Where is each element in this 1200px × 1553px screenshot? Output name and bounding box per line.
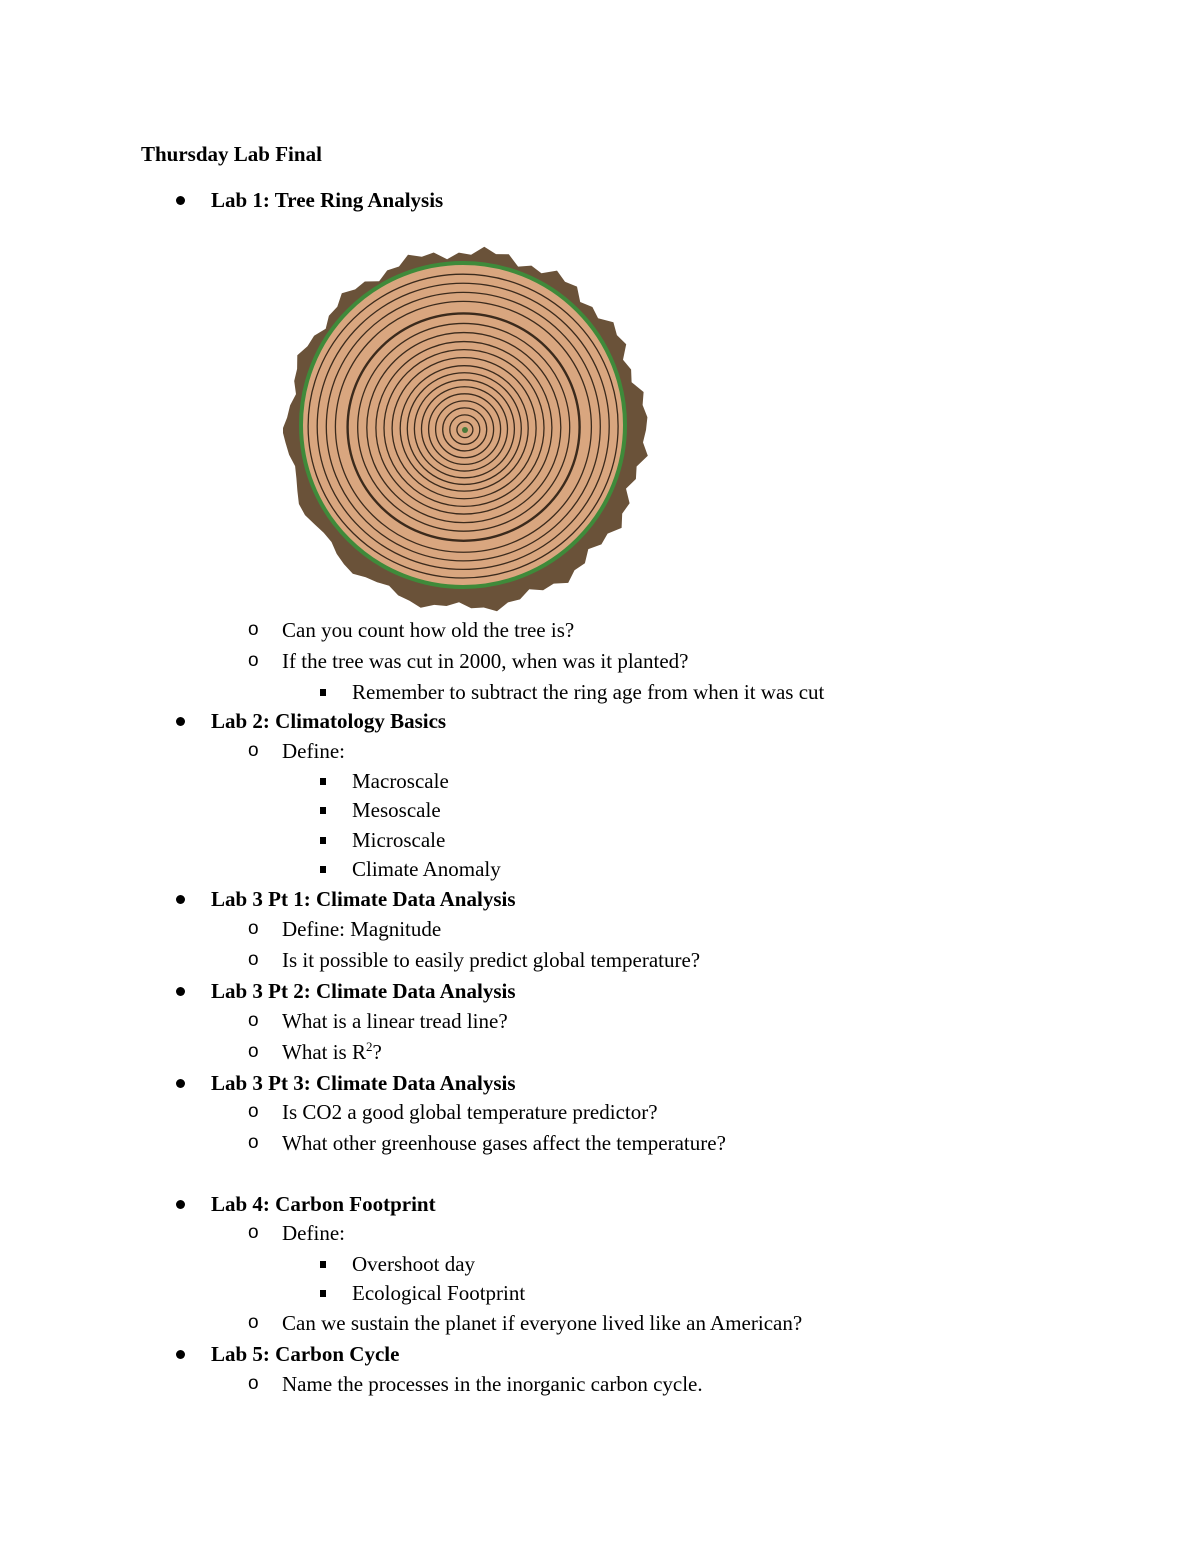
- square-bullet-icon: [320, 807, 326, 814]
- lab-1-heading: Lab 1: Tree Ring Analysis: [211, 188, 444, 212]
- circle-bullet-icon: o: [248, 1101, 259, 1122]
- r-squared-suffix: ?: [372, 1040, 382, 1064]
- circle-bullet-icon: o: [248, 1010, 259, 1031]
- circle-bullet-icon: o: [248, 949, 259, 970]
- lab-5-question: Name the processes in the inorganic carbon cycle.: [282, 1372, 703, 1396]
- square-bullet-icon: [320, 1290, 326, 1297]
- lab-4-define-label: Define:: [282, 1221, 345, 1245]
- cambium-ring: [301, 263, 625, 587]
- page-title: Thursday Lab Final: [141, 142, 322, 166]
- lab-3-pt-3-heading: Lab 3 Pt 3: Climate Data Analysis: [211, 1071, 516, 1095]
- lab-1-note: Remember to subtract the ring age from when it was cut: [352, 680, 825, 704]
- circle-bullet-icon: o: [248, 1312, 259, 1333]
- lab-3-pt-2-heading: Lab 3 Pt 2: Climate Data Analysis: [211, 979, 516, 1003]
- lab-2-term: Microscale: [352, 828, 446, 852]
- bullet-disc-icon: [176, 1350, 185, 1359]
- bullet-disc-icon: [176, 717, 185, 726]
- lab-3-pt-1-question: Is it possible to easily predict global temperature?: [282, 948, 701, 972]
- lab-4-term: Overshoot day: [352, 1252, 476, 1276]
- lab-3-pt-3-question: What other greenhouse gases affect the temperature?: [282, 1131, 726, 1155]
- circle-bullet-icon: o: [248, 619, 259, 640]
- lab-3-pt-3-question: Is CO2 a good global temperature predictor?: [282, 1100, 658, 1124]
- tree-ring-image: [283, 244, 651, 612]
- lab-1-question-1: Can you count how old the tree is?: [282, 618, 575, 642]
- circle-bullet-icon: o: [248, 1373, 259, 1394]
- square-bullet-icon: [320, 689, 326, 696]
- lab-3-pt-2-question: What is a linear tread line?: [282, 1009, 508, 1033]
- lab-5-heading: Lab 5: Carbon Cycle: [211, 1342, 400, 1366]
- circle-bullet-icon: o: [248, 650, 259, 671]
- pith: [462, 427, 468, 433]
- lab-2-define-label: Define:: [282, 739, 345, 763]
- square-bullet-icon: [320, 837, 326, 844]
- square-bullet-icon: [320, 866, 326, 873]
- square-bullet-icon: [320, 778, 326, 785]
- lab-2-heading: Lab 2: Climatology Basics: [211, 709, 447, 733]
- r-squared-exponent: 2: [366, 1039, 373, 1054]
- circle-bullet-icon: o: [248, 1222, 259, 1243]
- r-squared-prefix: What is R: [282, 1040, 366, 1064]
- circle-bullet-icon: o: [248, 1132, 259, 1153]
- lab-4-question: Can we sustain the planet if everyone lived like an American?: [282, 1311, 803, 1335]
- lab-4-heading: Lab 4: Carbon Footprint: [211, 1192, 436, 1216]
- bullet-disc-icon: [176, 196, 185, 205]
- bullet-disc-icon: [176, 1200, 185, 1209]
- circle-bullet-icon: o: [248, 740, 259, 761]
- lab-3-pt-1-question: Define: Magnitude: [282, 917, 442, 941]
- circle-bullet-icon: o: [248, 918, 259, 939]
- lab-2-term: Macroscale: [352, 769, 449, 793]
- bullet-disc-icon: [176, 987, 185, 996]
- lab-3-pt-2-r-squared-question: [282, 1038, 382, 1066]
- square-bullet-icon: [320, 1261, 326, 1268]
- lab-1-question-2: If the tree was cut in 2000, when was it planted?: [282, 649, 689, 673]
- lab-3-pt-1-heading: Lab 3 Pt 1: Climate Data Analysis: [211, 887, 516, 911]
- lab-2-term: Climate Anomaly: [352, 857, 501, 881]
- bullet-disc-icon: [176, 895, 185, 904]
- bullet-disc-icon: [176, 1079, 185, 1088]
- lab-4-term: Ecological Footprint: [352, 1281, 526, 1305]
- circle-bullet-icon: o: [248, 1041, 259, 1062]
- lab-2-term: Mesoscale: [352, 798, 441, 822]
